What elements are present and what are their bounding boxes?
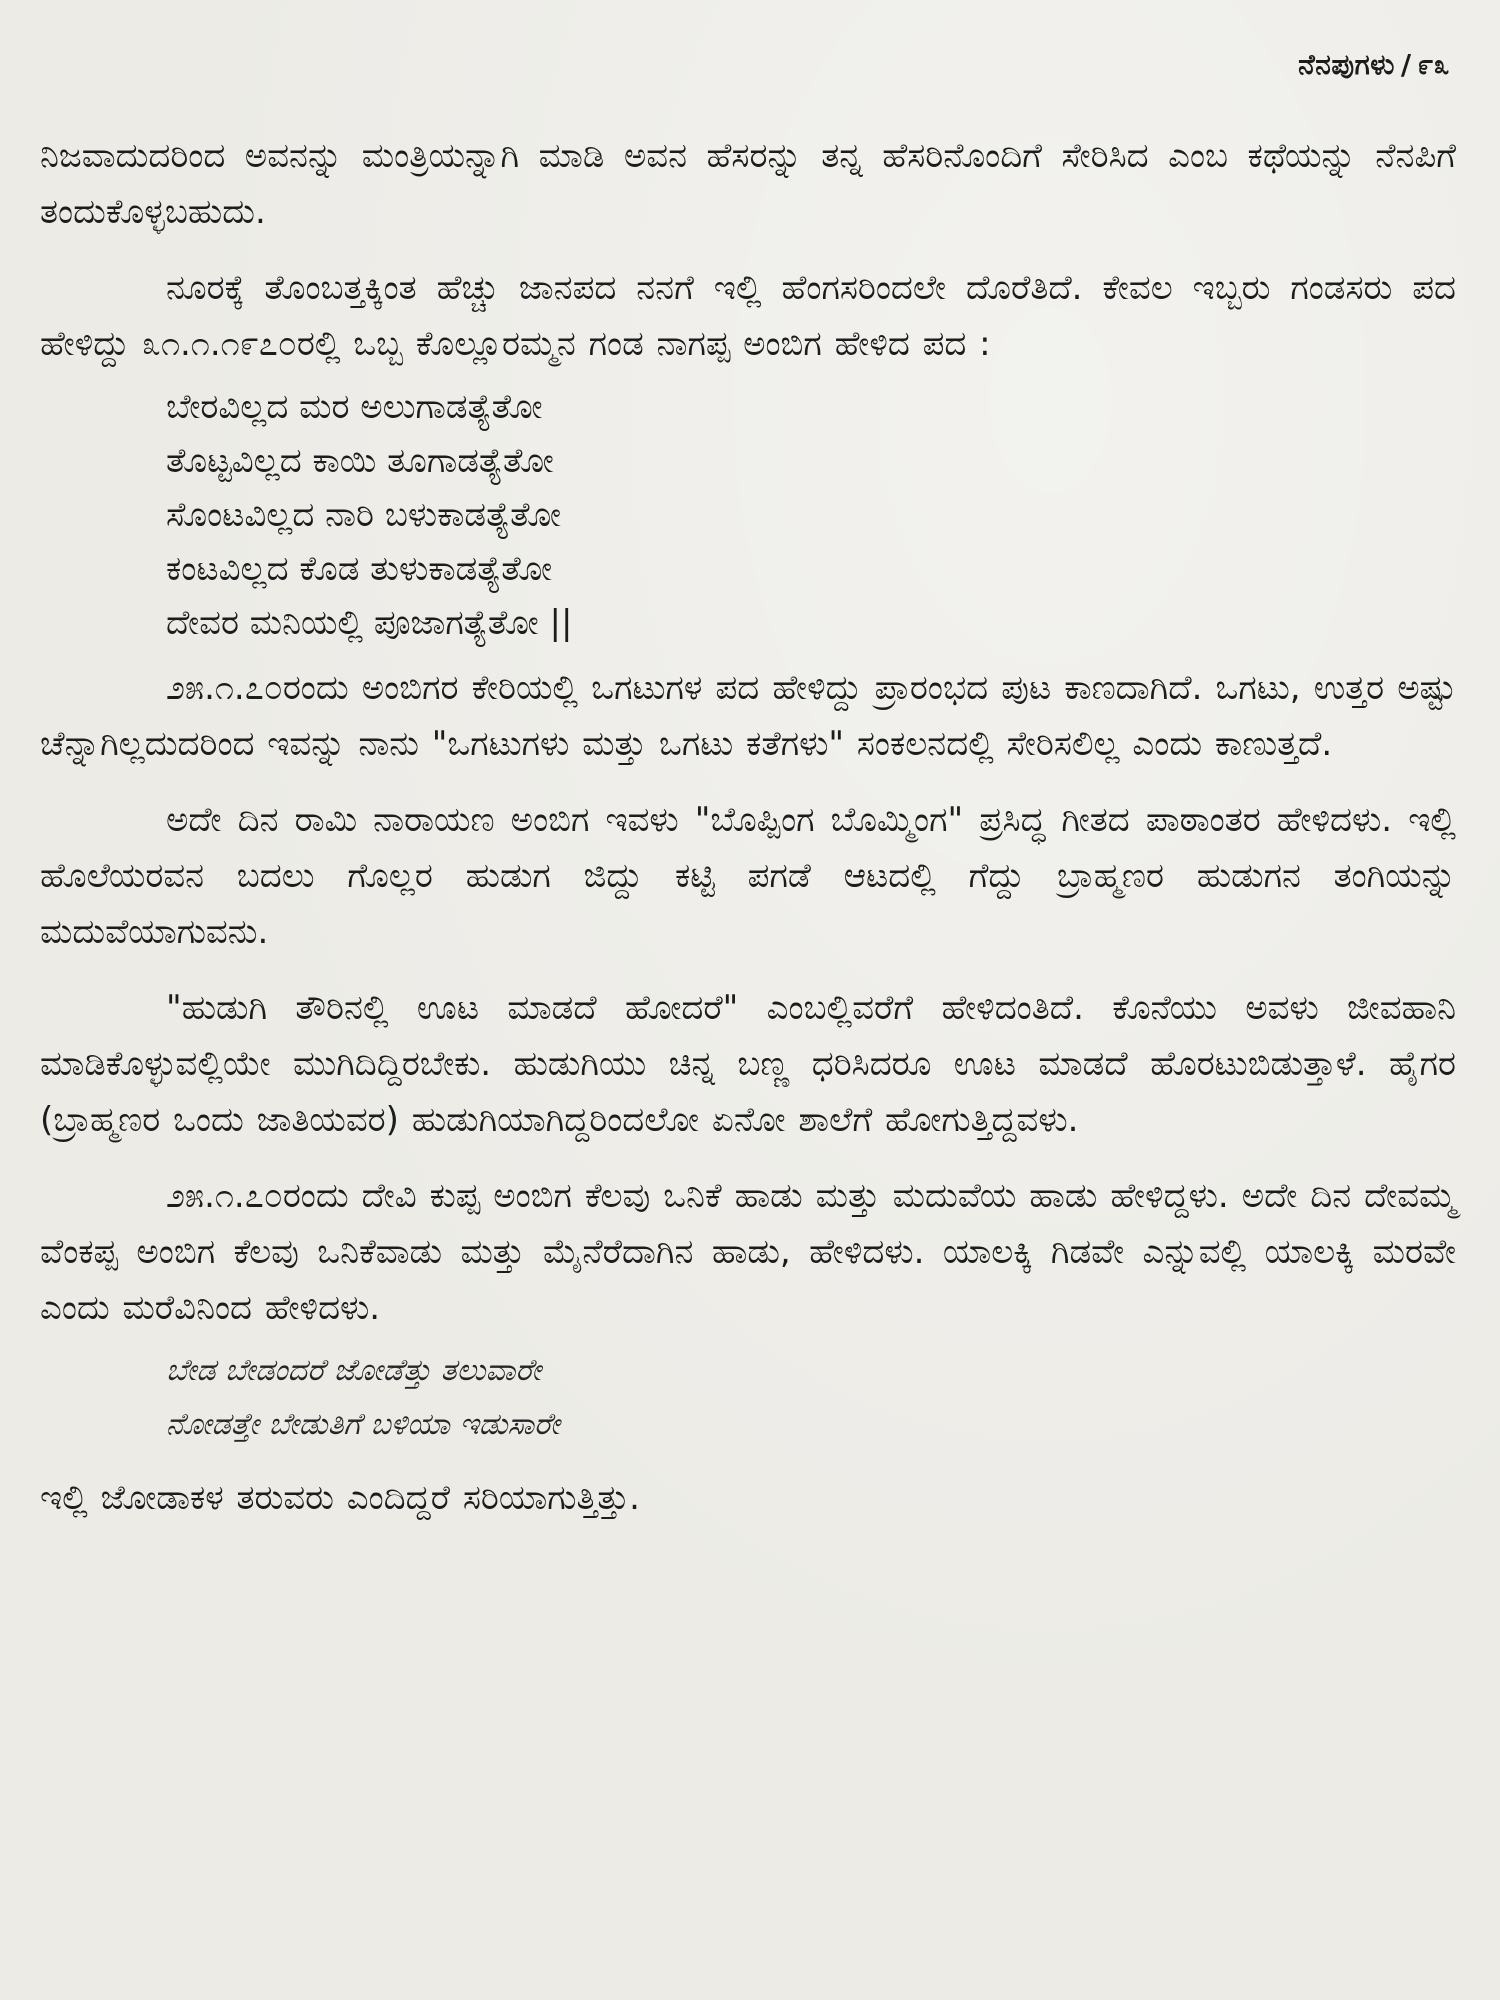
verse-line: ದೇವರ ಮನಿಯಲ್ಲಿ ಪೂಜಾಗತ್ಯೆತೋ || [166,603,573,643]
verse-line: ಸೊಂಟವಿಲ್ಲದ ನಾರಿ ಬಳುಕಾಡತ್ಯೆತೋ [166,495,562,535]
verse-block-1 [166,380,1456,650]
verse-line: ನೋಡತ್ತೇ ಬೇಡುತಿಗೆ ಬಳಿಯಾ ಇಡುಸಾರೇ [166,1407,560,1442]
running-head-title: ನೆನಪುಗಳು [1298,48,1395,81]
verse-line: ತೊಟ್ಟವಿಲ್ಲದ ಕಾಯಿ ತೂಗಾಡತ್ಯೆತೋ [166,441,554,481]
running-head [40,48,1456,82]
paragraph-4: ಅದೇ ದಿನ ರಾಮಿ ನಾರಾಯಣ ಅಂಬಿಗ ಇವಳು "ಬೊಪ್ಪಿಂಗ ಬೊಮ್ಮಿಂಗ" ಪ್ರಸಿದ್ಧ ಗೀತದ ಪಾಠಾಂತರ ಹೇಳಿದಳು. ಇಲ್ಲಿ ಹೊಲೆಯರವನ ಬದಲು ಗೊಲ್ಲರ ಹುಡುಗ ಜಿದ್ದು ಕಟ್ಟಿ ಪಗಡೆ ಆಟದಲ್ಲಿ ಗೆದ್ದು ಬ್ರಾಹ್ಮಣರ ಹುಡುಗನ ತಂಗಿಯನ್ನು ಮದುವೆಯಾಗುವನು. [40,800,1456,952]
page-number: ೯೩ [1417,48,1450,81]
paragraph-5: "ಹುಡುಗಿ ತೌರಿನಲ್ಲಿ ಊಟ ಮಾಡದೆ ಹೋದರೆ" ಎಂಬಲ್ಲಿವರೆಗೆ ಹೇಳಿದಂತಿದೆ. ಕೊನೆಯು ಅವಳು ಜೀವಹಾನಿ ಮಾಡಿಕೊಳ್ಳುವಲ್ಲಿಯೇ ಮುಗಿದಿದ್ದಿರಬೇಕು. ಹುಡುಗಿಯು ಚಿನ್ನ ಬಣ್ಣ ಧರಿಸಿದರೂ ಊಟ ಮಾಡದೆ ಹೊರಟುಬಿಡುತ್ತಾಳೆ. ಹೈಗರ (ಬ್ರಾಹ್ಮಣರ ಒಂದು ಜಾತಿಯವರ) ಹುಡುಗಿಯಾಗಿದ್ದರಿಂದಲೋ ಏನೋ ಶಾಲೆಗೆ ಹೋಗುತ್ತಿದ್ದವಳು. [40,988,1456,1140]
paragraph-3: ೨೫.೧.೭೦ರಂದು ಅಂಬಿಗರ ಕೇರಿಯಲ್ಲಿ ಒಗಟುಗಳ ಪದ ಹೇಳಿದ್ದು ಪ್ರಾರಂಭದ ಪುಟ ಕಾಣದಾಗಿದೆ. ಒಗಟು, ಉತ್ತರ ಅಷ್ಟು ಚೆನ್ನಾಗಿಲ್ಲದುದರಿಂದ ಇವನ್ನು ನಾನು "ಒಗಟುಗಳು ಮತ್ತು ಒಗಟು ಕತೆಗಳು" ಸಂಕಲನದಲ್ಲಿ ಸೇರಿಸಲಿಲ್ಲ ಎಂದು ಕಾಣುತ್ತದೆ. [40,668,1456,764]
paragraph-1: ನಿಜವಾದುದರಿಂದ ಅವನನ್ನು ಮಂತ್ರಿಯನ್ನಾಗಿ ಮಾಡಿ ಅವನ ಹೆಸರನ್ನು ತನ್ನ ಹೆಸರಿನೊಂದಿಗೆ ಸೇರಿಸಿದ ಎಂಬ ಕಥೆಯನ್ನು ನೆನಪಿಗೆ ತಂದುಕೊಳ್ಳಬಹುದು. [40,136,1456,232]
verse-line: ಬೇರವಿಲ್ಲದ ಮರ ಅಲುಗಾಡತ್ಯೆತೋ [166,387,543,427]
paragraph-6: ೨೫.೧.೭೦ರಂದು ದೇವಿ ಕುಪ್ಪ ಅಂಬಿಗ ಕೆಲವು ಒನಿಕೆ ಹಾಡು ಮತ್ತು ಮದುವೆಯ ಹಾಡು ಹೇಳಿದ್ದಳು. ಅದೇ ದಿನ ದೇವಮ್ಮ ವೆಂಕಪ್ಪ ಅಂಬಿಗ ಕೆಲವು ಒನಿಕೆವಾಡು ಮತ್ತು ಮೈನೆರೆದಾಗಿನ ಹಾಡು, ಹೇಳಿದಳು. ಯಾಲಕ್ಕಿ ಗಿಡವೇ ಎನ್ನುವಲ್ಲಿ ಯಾಲಕ್ಕಿ ಮರವೇ ಎಂದು ಮರೆವಿನಿಂದ ಹೇಳಿದಳು. [40,1176,1456,1328]
verse-block-2 [166,1344,1456,1452]
paragraph-7: ಇಲ್ಲಿ ಜೋಡಾಕಳ ತರುವರು ಎಂದಿದ್ದರೆ ಸರಿಯಾಗುತ್ತಿತ್ತು. [40,1478,640,1518]
verse-line: ಬೇಡ ಬೇಡಂದರೆ ಜೋಡೆತ್ತು ತಲುವಾರೇ [166,1353,542,1388]
running-head-separator: / [1400,48,1412,81]
verse-line: ಕಂಟವಿಲ್ಲದ ಕೊಡ ತುಳುಕಾಡತ್ಯೆತೋ [166,549,553,589]
paragraph-2: ನೂರಕ್ಕೆ ತೊಂಬತ್ತಕ್ಕಿಂತ ಹೆಚ್ಚು ಜಾನಪದ ನನಗೆ ಇಲ್ಲಿ ಹೆಂಗಸರಿಂದಲೇ ದೊರೆತಿದೆ. ಕೇವಲ ಇಬ್ಬರು ಗಂಡಸರು ಪದ ಹೇಳಿದ್ದು ೩೧.೧.೧೯೭೦ರಲ್ಲಿ ಒಬ್ಬ ಕೊಲ್ಲೂರಮ್ಮನ ಗಂಡ ನಾಗಪ್ಪ ಅಂಬಿಗ ಹೇಳಿದ ಪದ : [40,268,1456,364]
